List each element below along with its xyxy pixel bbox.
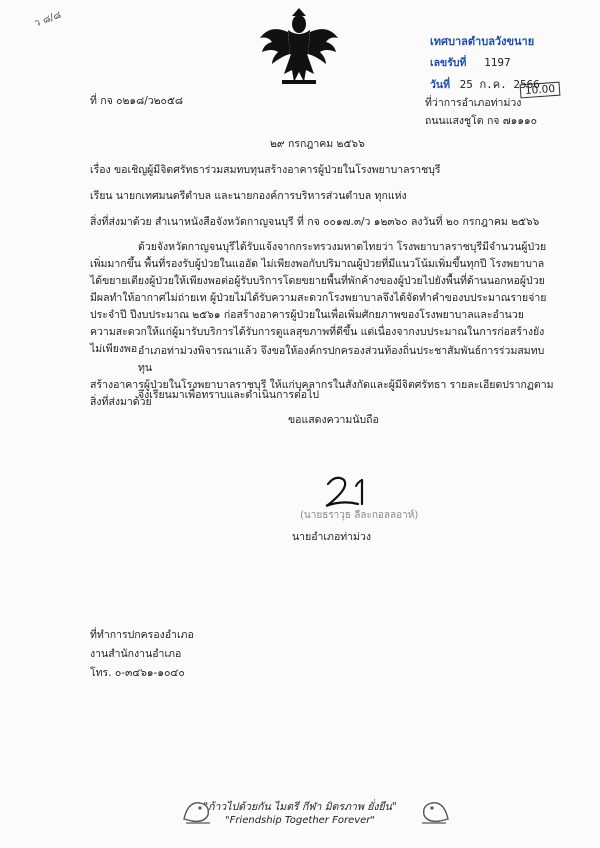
footer-slogan-english: "Friendship Together Forever"	[224, 815, 376, 826]
footer-slogan-thai: "ก้าวไปด้วยกัน ไมตรี กีฬา มิตรภาพ ยั่งยืน"	[203, 801, 397, 813]
sign-off: ขอแสดงความนับถือ	[288, 414, 379, 426]
stamp-number-value: 1197	[484, 56, 511, 69]
stamp-time-box: 10.00	[520, 82, 561, 99]
attachment-line: สิ่งที่ส่งมาด้วย สำเนาหนังสือจังหวัดกาญจนบุรี ที่ กจ ๐๐๑๗.๓/ว ๑๒๓๖๐ ลงวันที่ ๒๐ กรกฎาคม ๒๕๖๖	[90, 216, 540, 228]
body-line: ประจำปี ปีงบประมาณ ๒๕๖๑ ก่อสร้างอาคารผู้ป่วยในเพื่อเพิ่มศักยภาพของโรงพยาบาลและอำนวย	[90, 309, 524, 321]
stamp-title: เทศบาลตำบลวังขนาย	[430, 35, 535, 48]
signer-title: นายอำเภอท่าม่วง	[292, 531, 372, 543]
body-line: มีผลทำให้อากาศไม่ถ่ายเท ผู้ป่วยไม่ได้รับความสะดวกโรงพยาบาลจึงได้จัดทำคำของบประมาณรายจ่าย	[90, 292, 547, 304]
stamp-number-label: เลขรับที่	[430, 57, 467, 69]
letter-date: ๒๙ กรกฎาคม ๒๕๖๖	[270, 138, 365, 150]
sender-road: ถนนแสงชูโต กจ ๗๑๑๑๐	[425, 115, 538, 127]
body-line: ด้วยจังหวัดกาญจนบุรีได้รับแจ้งจากกระทรวงมหาดไทยว่า โรงพยาบาลราชบุรีมีจำนวนผู้ป่วย	[138, 241, 547, 253]
body-paragraph-1	[90, 239, 555, 358]
recipient-line: เรียน นายกเทศมนตรีตำบล และนายกองค์การบริหารส่วนตำบล ทุกแห่ง	[90, 190, 407, 202]
reference-number: ที่ กจ ๐๒๑๘/ว๒๐๕๘	[90, 95, 184, 107]
receive-stamp	[430, 32, 588, 93]
body-line: เพิ่มมากขึ้น พื้นที่รองรับผู้ป่วยในแออัด ไม่เพียงพอกับปริมาณผู้ป่วยที่มีแนวโน้มเพิ่มขึ้นทุกปี โรงพยาบาล	[90, 258, 545, 270]
body-line: ได้ขยายเตียงผู้ป่วยให้เพียงพอต่อผู้รับบริการโดยขยายพื้นที่พักค้างของผู้ป่วยไปยังพื้นที่ด้านนอกหอผู้ป่วย	[90, 275, 545, 287]
margin-note: ว ๘/๘	[32, 9, 63, 30]
stamp-date-label: วันที่	[430, 79, 450, 91]
subject-line: เรื่อง ขอเชิญผู้มีจิตศรัทธาร่วมสมทบทุนสร้างอาคารผู้ป่วยในโรงพยาบาลราชบุรี	[90, 164, 441, 176]
stamp-date-value: 25 ก.ค. 2566	[459, 78, 540, 91]
signer-name: (นายธราวุธ ลีละกอลลอาห์)	[300, 510, 419, 521]
contact-phone: โทร. ๐-๓๔๖๑-๑๐๔๐	[90, 667, 185, 679]
body-line: สร้างอาคารผู้ป่วยในโรงพยาบาลราชบุรี ให้แก่บุคลากรในสังกัดและผู้มีจิตศรัทธา รายละเอียดปรากฏตามสิ่งที่ส่งมาด้วย	[90, 379, 554, 408]
contact-office: ที่ทำการปกครองอำเภอ	[90, 629, 194, 641]
body-line: อำเภอท่าม่วงพิจารณาแล้ว จึงขอให้องค์กรปกครองส่วนท้องถิ่นประชาสัมพันธ์การร่วมสมทบทุน	[138, 345, 545, 374]
closing-line: จึงเรียนมาเพื่อทราบและดำเนินการต่อไป	[138, 389, 320, 401]
contact-section: งานสำนักงานอำเภอ	[90, 648, 182, 660]
body-line: ความสะดวกให้แก่ผู้มารับบริการได้รับการดูแลสุขภาพที่ดีขึ้น แต่เนื่องจากงบประมาณในการก่อสร้างยังไม่เพียงพอ	[90, 326, 545, 355]
garuda-emblem-icon	[258, 8, 340, 86]
sender-office: ที่ว่าการอำเภอท่าม่วง	[425, 97, 522, 109]
signature-icon	[318, 470, 388, 512]
